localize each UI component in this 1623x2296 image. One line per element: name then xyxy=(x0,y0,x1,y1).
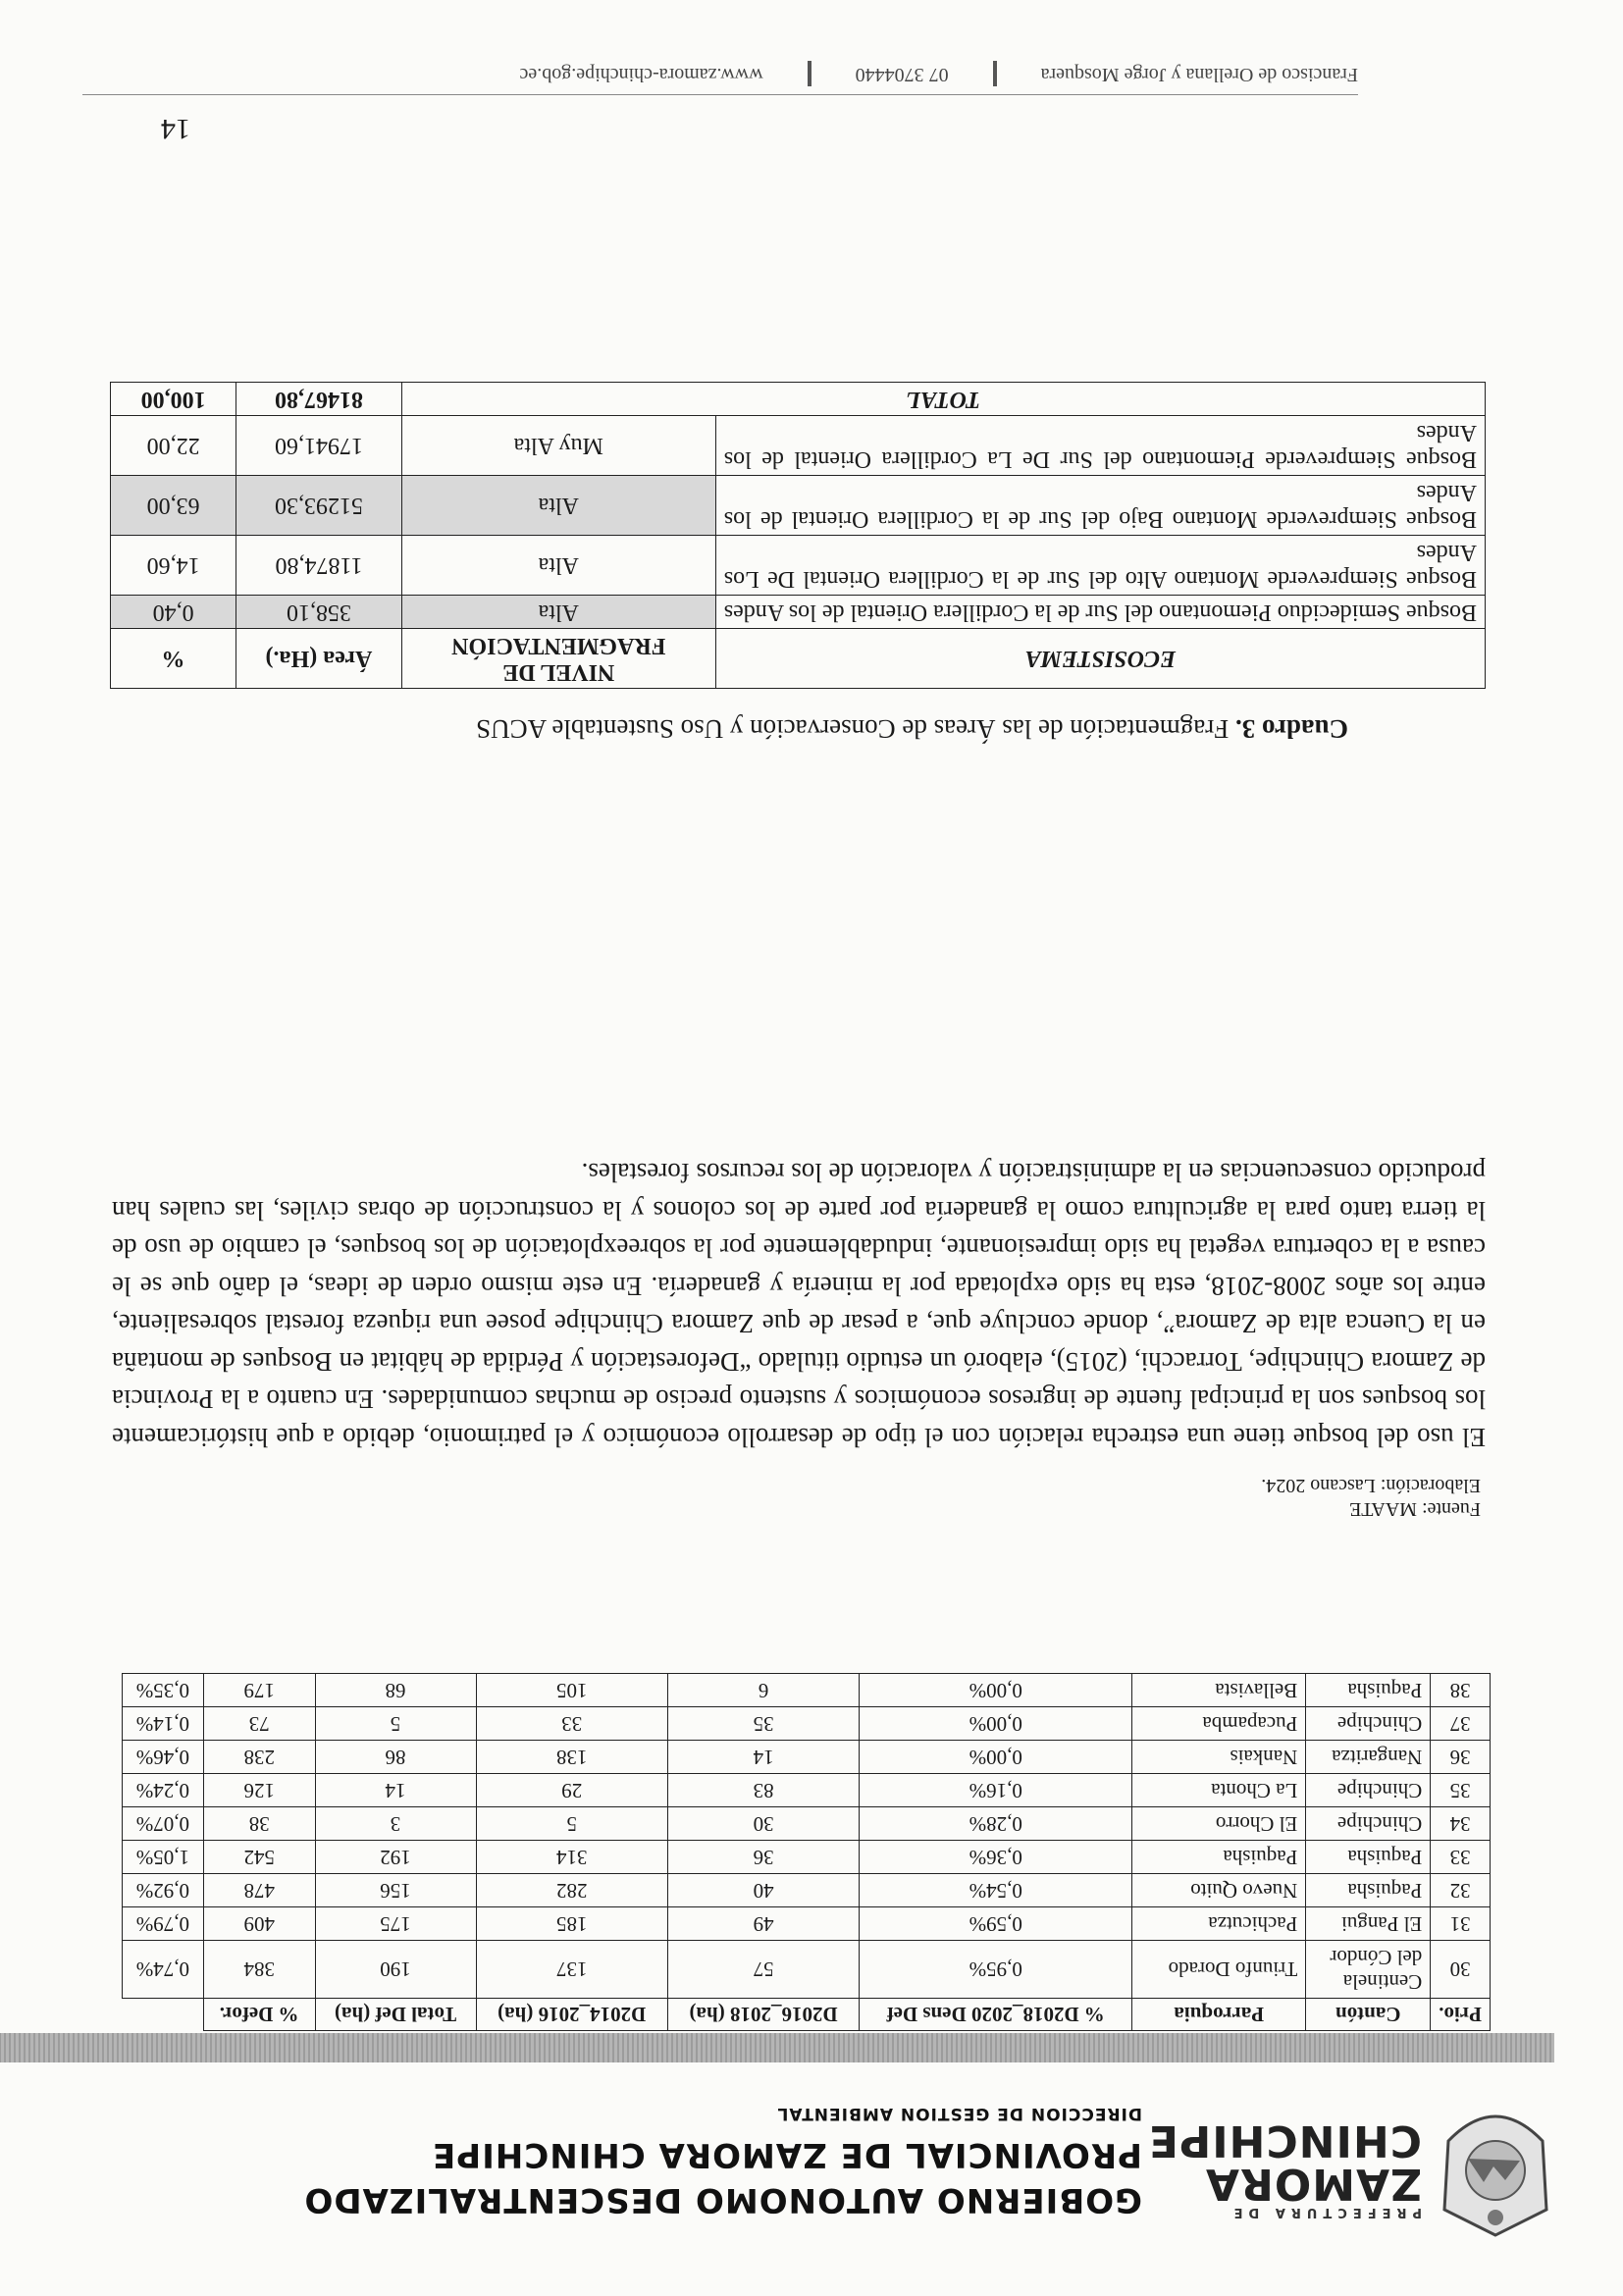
col-header-nivel: NIVEL DE FRAGMENTACIÓN xyxy=(401,629,715,689)
cell-ecosistema: Bosque Siempreverde Montano Alto del Sur de la Cordillera Oriental De Los Andes xyxy=(715,536,1485,596)
cell-total-def: 73 xyxy=(203,1707,315,1741)
elaboration-line: Elaboración: Lascano 2024. xyxy=(1261,1475,1481,1496)
cell-total-def: 179 xyxy=(203,1674,315,1707)
footer-address: Francisco de Orellana y Jorge Mosquera xyxy=(1040,64,1358,86)
cell-nivel: Muy Alta xyxy=(401,416,715,476)
col-header-prio: Prio. xyxy=(1431,1999,1491,2031)
cell-pct-defor: 0,07% xyxy=(123,1807,204,1841)
cell-total-def: 384 xyxy=(203,1941,315,1999)
cell-pct-defor: 0,24% xyxy=(123,1774,204,1807)
cell-d2018: 35 xyxy=(667,1707,859,1741)
cell-canton: Chinchipe xyxy=(1306,1774,1431,1807)
cell-canton: Nangaritza xyxy=(1306,1741,1431,1774)
cell-ecosistema: Bosque Siempreverde Piemontano del Sur De La Cordillera Oriental de los Andes xyxy=(715,416,1485,476)
cell-nivel: Alta xyxy=(401,476,715,536)
prefectura-label: PREFECTURA DE xyxy=(1228,2205,1422,2219)
table-caption xyxy=(476,713,1348,744)
cell-canton: Paquisha xyxy=(1306,1874,1431,1907)
cell-d2014: 175 xyxy=(315,1907,476,1941)
cell-d2014: 5 xyxy=(315,1707,476,1741)
cell-d2016: 282 xyxy=(476,1874,667,1907)
cell-prio: 37 xyxy=(1431,1707,1491,1741)
body-paragraph: El uso del bosque tiene una estrecha relación con el tipo de desarrollo económico y el patrimonio, debido a que históricamente los bosques son la principal fuente de ingresos económicos y sustento preciso de muchas comunidades. En cuanto a la Provincia de Zamora Chinchipe, Torracchi, (2015), elaboró un estudio titulado “Deforestación y Pérdida de hábitat en Bosques de montaña en la Cuenca alta de Zamora”, donde concluye que, a pesar de que Zamora Chinchipe posee una riqueza forestal sobresaliente, entre los años 2008-2018, esta ha sido explotada por la minería y ganadería. En este mismo orden de ideas, el daño que se le causa a la cobertura vegetal ha sido impresionante, indudablemente por la sobreexplotación de los bosques, el cambio de uso de la tierra tanto para la agricultura como la ganadería por parte de los colonos y la construcción de obras civiles, las cuales han producido consecuencias en la administración y valoración de los recursos forestales. xyxy=(112,1158,1486,1452)
cell-pct-defor: 0,35% xyxy=(123,1674,204,1707)
cell-dens-def: 0,00% xyxy=(860,1674,1132,1707)
cell-pct-defor: 1,05% xyxy=(123,1841,204,1874)
cell-total-def: 238 xyxy=(203,1741,315,1774)
cell-prio: 33 xyxy=(1431,1841,1491,1874)
table-row xyxy=(111,536,1486,596)
cell-parroquia: Bellavista xyxy=(1132,1674,1306,1707)
deforestation-table xyxy=(122,1673,1491,2031)
table-row xyxy=(123,1907,1491,1941)
cell-d2018: 14 xyxy=(667,1741,859,1774)
table-row xyxy=(111,596,1486,629)
cell-total-def: 409 xyxy=(203,1907,315,1941)
col-header-parroquia: Parroquia xyxy=(1132,1999,1306,2031)
page-number: 14 xyxy=(161,113,190,145)
cell-d2018: 57 xyxy=(667,1941,859,1999)
cell-prio: 32 xyxy=(1431,1874,1491,1907)
total-label: TOTAL xyxy=(401,383,1485,416)
cell-nivel: Alta xyxy=(401,596,715,629)
institution-line-2: PROVINCIAL DE ZAMORA CHINCHIPE xyxy=(432,2135,1142,2174)
col-header-ecosistema: ECOSISTEMA xyxy=(715,629,1485,689)
table-row xyxy=(111,416,1486,476)
table-row xyxy=(123,1674,1491,1707)
cell-d2016: 29 xyxy=(476,1774,667,1807)
footer xyxy=(82,61,1358,86)
table-row xyxy=(123,1741,1491,1774)
cell-area: 51293,30 xyxy=(236,476,402,536)
caption-title: Fragmentación de las Áreas de Conservación y Uso Sustentable ACUS xyxy=(476,714,1230,744)
table-row xyxy=(111,476,1486,536)
cell-pct-defor: 0,74% xyxy=(123,1941,204,1999)
footer-divider xyxy=(82,94,1358,95)
source-line: Fuente: MAATE xyxy=(1349,1498,1481,1520)
cell-total-def: 126 xyxy=(203,1774,315,1807)
cell-prio: 31 xyxy=(1431,1907,1491,1941)
cell-d2016: 33 xyxy=(476,1707,667,1741)
cell-d2018: 30 xyxy=(667,1807,859,1841)
cell-nivel: Alta xyxy=(401,536,715,596)
cell-dens-def: 0,00% xyxy=(860,1707,1132,1741)
cell-pct-defor: 0,46% xyxy=(123,1741,204,1774)
cell-pct: 22,00 xyxy=(111,416,236,476)
cell-canton: Paquisha xyxy=(1306,1841,1431,1874)
cell-d2018: 36 xyxy=(667,1841,859,1874)
table-sources xyxy=(1261,1474,1481,1521)
cell-d2016: 105 xyxy=(476,1674,667,1707)
cell-pct-defor: 0,92% xyxy=(123,1874,204,1907)
cell-parroquia: Triunfo Dorado xyxy=(1132,1941,1306,1999)
cell-d2018: 83 xyxy=(667,1774,859,1807)
cell-d2014: 86 xyxy=(315,1741,476,1774)
cell-prio: 34 xyxy=(1431,1807,1491,1841)
total-area: 81467,80 xyxy=(236,383,402,416)
col-header-d2014: D2014_2016 (ha) xyxy=(476,1999,667,2031)
caption-label: Cuadro 3. xyxy=(1234,714,1348,744)
cell-area: 11874,80 xyxy=(236,536,402,596)
cell-ecosistema: Bosque Siempreverde Montano Bajo del Sur de la Cordillera Oriental de los Andes xyxy=(715,476,1485,536)
cell-parroquia: Paquisha xyxy=(1132,1841,1306,1874)
cell-pct-defor: 0,79% xyxy=(123,1907,204,1941)
col-header-canton: Cantón xyxy=(1306,1999,1431,2031)
table-row xyxy=(123,1941,1491,1999)
cell-d2014: 14 xyxy=(315,1774,476,1807)
table-row xyxy=(123,1807,1491,1841)
cell-d2014: 68 xyxy=(315,1674,476,1707)
cell-dens-def: 0,95% xyxy=(860,1941,1132,1999)
cell-d2018: 49 xyxy=(667,1907,859,1941)
cell-d2016: 137 xyxy=(476,1941,667,1999)
cell-dens-def: 0,28% xyxy=(860,1807,1132,1841)
cell-d2014: 3 xyxy=(315,1807,476,1841)
cell-pct: 63,00 xyxy=(111,476,236,536)
cell-pct-defor: 0,14% xyxy=(123,1707,204,1741)
col-header-dens-def: % D2018_2020 Dens Def xyxy=(860,1999,1132,2031)
cell-canton: Paquisha xyxy=(1306,1674,1431,1707)
cell-d2018: 6 xyxy=(667,1674,859,1707)
institution-line-1: GOBIERNO AUTONOMO DESCENTRALIZADO xyxy=(303,2180,1142,2219)
cell-d2014: 156 xyxy=(315,1874,476,1907)
footer-phone: 07 3704440 xyxy=(855,64,949,86)
cell-d2016: 5 xyxy=(476,1807,667,1841)
cell-total-def: 478 xyxy=(203,1874,315,1907)
cell-parroquia: El Chorro xyxy=(1132,1807,1306,1841)
cell-dens-def: 0,36% xyxy=(860,1841,1132,1874)
header-divider-bar xyxy=(0,2033,1554,2062)
table-header-row xyxy=(111,629,1486,689)
cell-d2014: 190 xyxy=(315,1941,476,1999)
cell-dens-def: 0,54% xyxy=(860,1874,1132,1907)
cell-d2018: 40 xyxy=(667,1874,859,1907)
cell-d2016: 138 xyxy=(476,1741,667,1774)
cell-ecosistema: Bosque Semideciduo Piemontano del Sur de la Cordillera Oriental de los Andes xyxy=(715,596,1485,629)
cell-area: 17941,60 xyxy=(236,416,402,476)
total-row xyxy=(111,383,1486,416)
col-header-area: Área (Ha.) xyxy=(236,629,402,689)
cell-d2016: 314 xyxy=(476,1841,667,1874)
institution-name xyxy=(303,2104,1142,2219)
cell-parroquia: Pucapamba xyxy=(1132,1707,1306,1741)
cell-pct: 14,60 xyxy=(111,536,236,596)
cell-pct: 0,40 xyxy=(111,596,236,629)
cell-d2014: 192 xyxy=(315,1841,476,1874)
table-row xyxy=(123,1841,1491,1874)
cell-total-def: 38 xyxy=(203,1807,315,1841)
cell-total-def: 542 xyxy=(203,1841,315,1874)
cell-parroquia: La Chonta xyxy=(1132,1774,1306,1807)
table-header-row xyxy=(123,1999,1491,2031)
cell-area: 358,10 xyxy=(236,596,402,629)
footer-separator xyxy=(808,61,812,86)
prefectura-crest-icon xyxy=(1437,2092,1554,2239)
col-header-pct-defor: % Defor. xyxy=(203,1999,315,2031)
cell-parroquia: Pachicutza xyxy=(1132,1907,1306,1941)
cell-parroquia: Nankais xyxy=(1132,1741,1306,1774)
cell-dens-def: 0,00% xyxy=(860,1741,1132,1774)
cell-prio: 35 xyxy=(1431,1774,1491,1807)
cell-d2016: 185 xyxy=(476,1907,667,1941)
fragmentation-table xyxy=(110,382,1486,689)
letterhead xyxy=(43,2033,1554,2259)
footer-website: www.zamora-chinchipe.gob.ec xyxy=(519,64,763,86)
cell-prio: 30 xyxy=(1431,1941,1491,1999)
table-row xyxy=(123,1707,1491,1741)
logo-chinchipe: CHINCHIPE xyxy=(1147,2115,1422,2166)
cell-dens-def: 0,59% xyxy=(860,1907,1132,1941)
cell-canton: El Pangui xyxy=(1306,1907,1431,1941)
cell-canton: Centinela del Cóndor xyxy=(1306,1941,1431,1999)
table-row xyxy=(123,1874,1491,1907)
col-header-pct: % xyxy=(111,629,236,689)
col-header-total-def: Total Def (ha) xyxy=(315,1999,476,2031)
cell-canton: Chinchipe xyxy=(1306,1807,1431,1841)
col-header-d2016: D2016_2018 (ha) xyxy=(667,1999,859,2031)
cell-prio: 36 xyxy=(1431,1741,1491,1774)
cell-prio: 38 xyxy=(1431,1674,1491,1707)
logo-zamora: ZAMORA xyxy=(1204,2159,1422,2209)
footer-separator xyxy=(993,61,997,86)
cell-dens-def: 0,16% xyxy=(860,1774,1132,1807)
total-pct: 100,00 xyxy=(111,383,236,416)
prefectura-wordmark xyxy=(1147,2115,1422,2219)
department-name: DIRECCION DE GESTION AMBIENTAL xyxy=(776,2104,1142,2123)
cell-canton: Chinchipe xyxy=(1306,1707,1431,1741)
table-row xyxy=(123,1774,1491,1807)
cell-parroquia: Nuevo Quito xyxy=(1132,1874,1306,1907)
